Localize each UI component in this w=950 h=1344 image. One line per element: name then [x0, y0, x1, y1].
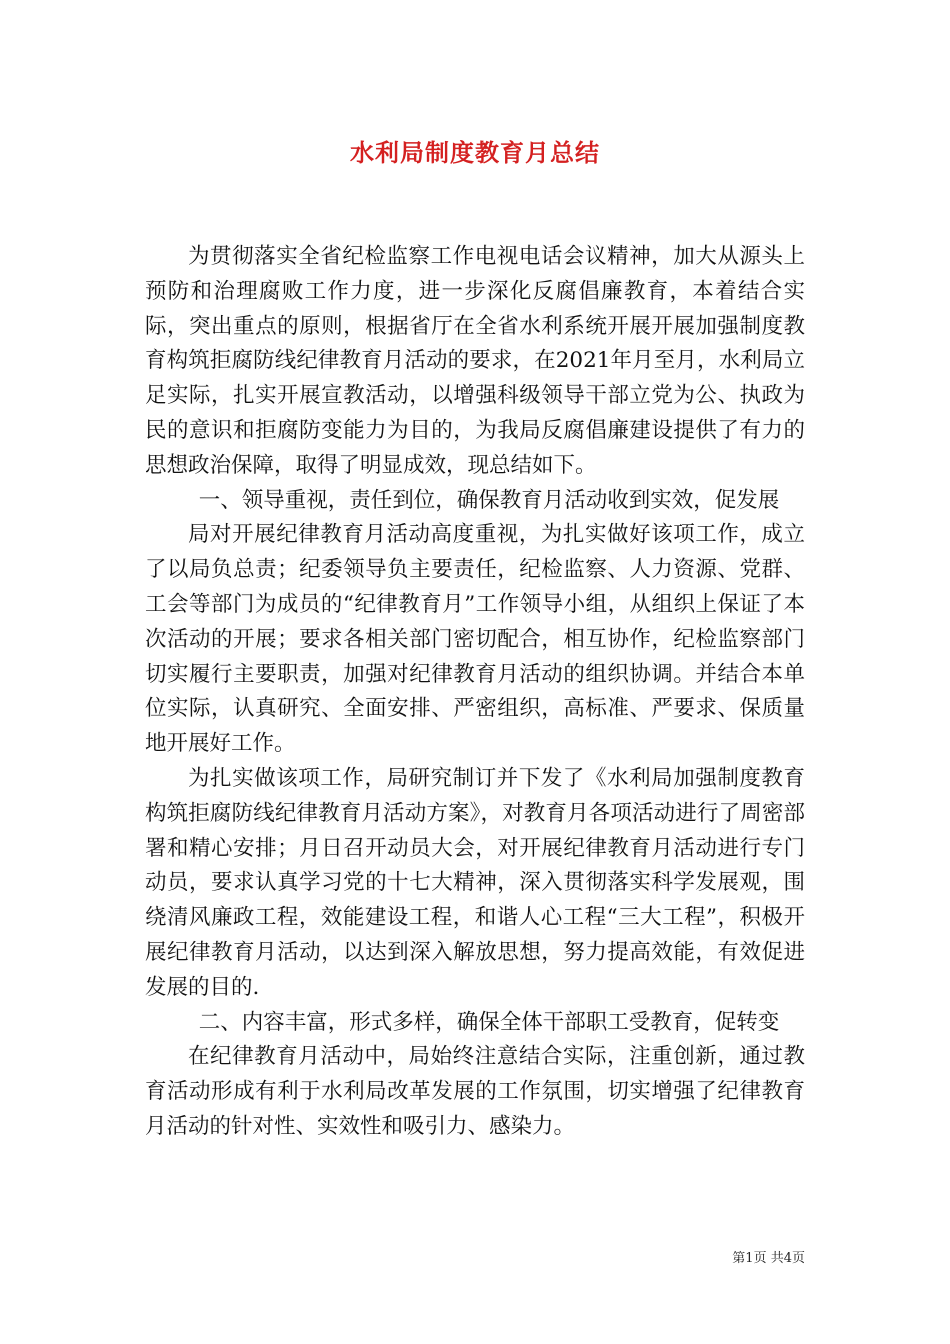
paragraph-content: 在纪律教育月活动中，局始终注意结合实际，注重创新，通过教育活动形成有利于水利局改革发展的工作氛围，切实增强了纪律教育月活动的针对性、实效性和吸引力、感染力。 — [145, 1044, 805, 1139]
paragraph-leadership: 局对开展纪律教育月活动高度重视，为扎实做好该项工作，成立了以局负总责；纪委领导负主要责任，纪检监察、人力资源、党群、工会等部门为成员的“纪律教育月”工作领导小组，从组织上保证了本次活动的开展；要求各相关部门密切配合，相互协作，纪检监察部门切实履行主要职责，加强对纪律教育月活动的组织协调。并结合本单位实际，认真研究、全面安排、严密组织，高标准、严要求、保质量地开展好工作。 — [145, 522, 805, 757]
footer-middle: 页 共 — [753, 1251, 784, 1266]
footer-prefix: 第 — [732, 1251, 746, 1266]
section-heading-1: 一、领导重视，责任到位，确保教育月活动收到实效，促发展 — [198, 487, 780, 513]
paragraph-plan: 为扎实做该项工作，局研究制订并下发了《水利局加强制度教育构筑拒腐防线纪律教育月活动方案》，对教育月各项活动进行了周密部署和精心安排；月日召开动员大会，对开展纪律教育月活动进行专门动员，要求认真学习党的十七大精神，深入贯彻落实科学发展观，围绕清风廉政工程，效能建设工程，和谐人心工程“三大工程”，积极开展纪律教育月活动，以达到深入解放思想，努力提高效能，有效促进发展的目的. — [145, 765, 805, 1000]
section-heading-2: 二、内容丰富，形式多样，确保全体干部职工受教育，促转变 — [198, 1009, 780, 1035]
footer-current-page: 1 — [745, 1251, 754, 1266]
footer-total-pages: 4 — [783, 1251, 792, 1266]
page-number-footer — [732, 1247, 805, 1266]
document-body — [145, 240, 805, 1145]
footer-suffix: 页 — [791, 1251, 805, 1266]
page-title: 水利局制度教育月总结 — [350, 138, 600, 167]
paragraph-intro: 为贯彻落实全省纪检监察工作电视电话会议精神，加大从源头上预防和治理腐败工作力度，进一步深化反腐倡廉教育，本着结合实际，突出重点的原则，根据省厅在全省水利系统开展开展加强制度教育构筑拒腐防线纪律教育月活动的要求，在2021年月至月，水利局立足实际，扎实开展宣教活动，以增强科级领导干部立党为公、执政为民的意识和拒腐防变能力为目的，为我局反腐倡廉建设提供了有力的思想政治保障，取得了明显成效，现总结如下。 — [145, 244, 805, 478]
